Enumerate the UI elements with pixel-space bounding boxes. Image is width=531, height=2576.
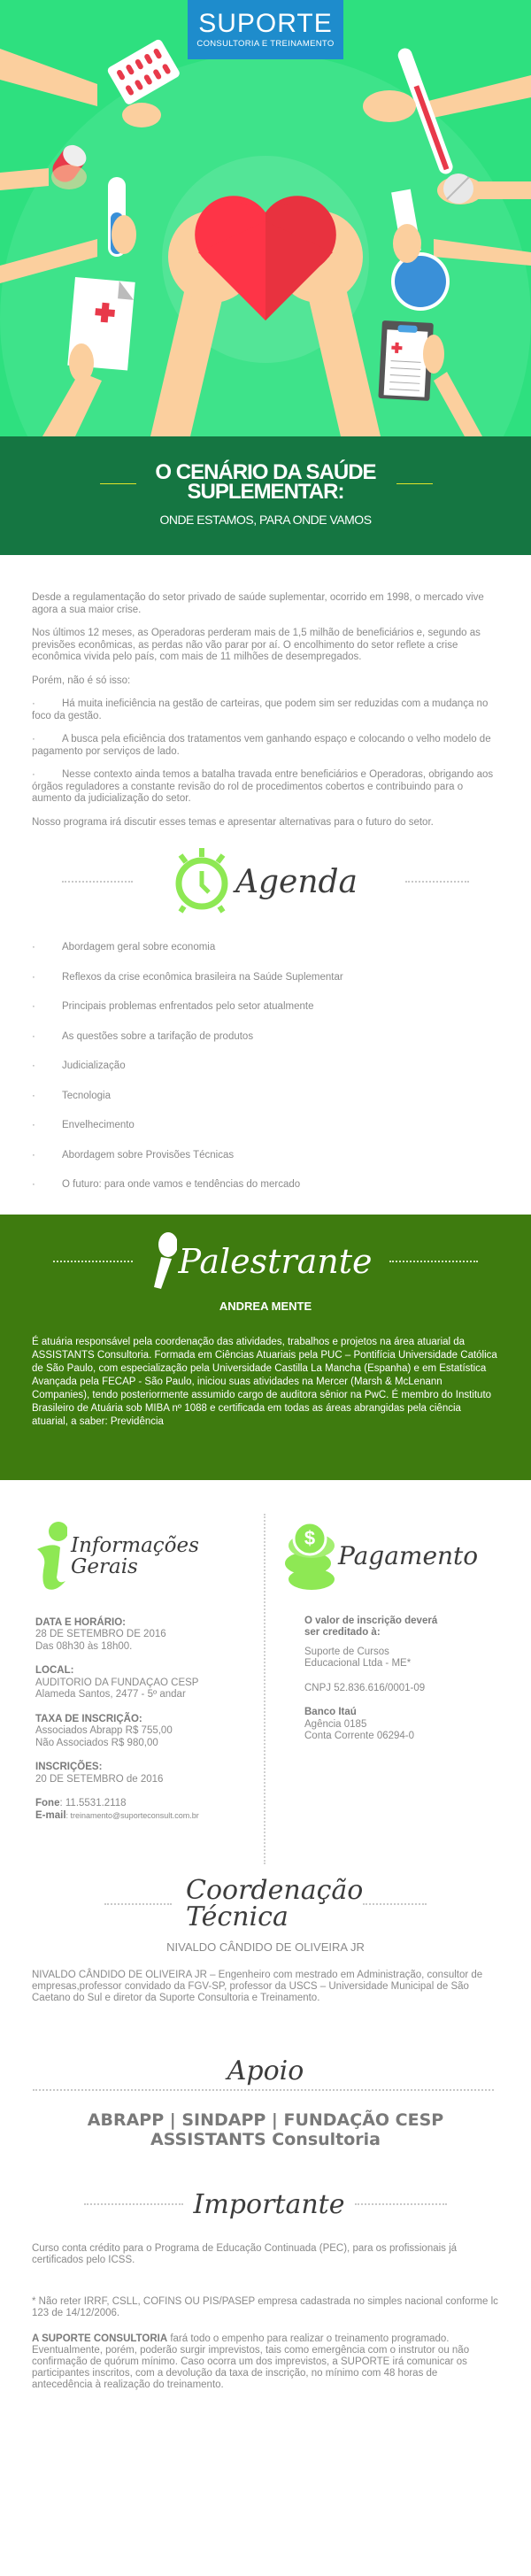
address-value: Alameda Santos, 2477 - 5º andar [35,1689,186,1700]
divider-dots [84,2203,183,2205]
agenda-item: · O futuro: para onde vamos e tendências do mercado [32,1179,301,1190]
general-info-column [0,1514,266,1865]
intro-paragraph: Desde a regulamentação do setor privado de saúde suplementar, ocorrido em 1998, o mercado vive agora a sua maior crise. [32,592,484,615]
fee-nonmembers: Não Associados R$ 980,00 [35,1737,158,1748]
title-accent-bar-left [100,483,136,484]
page-title-line2: SUPLEMENTAR: [187,480,344,504]
page-subtitle: ONDE ESTAMOS, PARA ONDE VAMOS [159,513,372,527]
logo-subtitle: CONSULTORIA E TREINAMENTO [196,39,335,49]
bank-account: Conta Corrente 06294-0 [304,1731,415,1741]
company-line2: Educacional Ltda - ME* [304,1658,412,1669]
page-title [0,436,531,502]
suporte-logo [188,0,343,59]
divider-dots [355,2203,447,2205]
company-block [304,1647,531,1670]
registration-label: INSCRIÇÕES: [35,1762,103,1772]
intro-bullet: · A busca pela eficiência dos tratamentos vem ganhando espaço e colocando o velho modelo de pagamento por serviços de lado. [32,734,491,757]
agenda-title: Agenda [235,863,358,900]
important-tax-note: * Não reter IRRF, CSLL, COFINS OU PIS/PASEP empresa cadastrada no simples nacional conforme lc 123 de 14/12/2006. [32,2296,498,2318]
info-header [35,1518,255,1594]
support-line1: ABRAPP | SINDAPP | FUNDAÇÃO CESP [87,2110,444,2130]
speaker-header [32,1232,499,1291]
important-disclaimer: A SUPORTE CONSULTORIA fará todo o empenho para realizar o treinamento programado. Eventualmente, porém, poderão surgir imprevistos, tais como emergência com o instrutor ou não confirmação de quórum mínimo. Caso ocorra um dos imprevistos, a SUPORTE irá comunicar os participantes inscritos, com a devolução da taxa de inscrição, no mínimo com 48 horas de antecedência à realização do treinamento. [32,2333,470,2390]
important-header [0,2185,531,2224]
fee-label: TAXA DE INSCRIÇÃO: [35,1713,142,1724]
divider-dots [363,1903,427,1905]
contact-block [35,1798,255,1864]
agenda-item: · Envelhecimento [32,1120,135,1130]
agenda-item: · Principais problemas enfrentados pelo setor atualmente [32,1001,314,1012]
coordination-title: Coordenação Técnica [186,1875,364,1932]
intro-paragraph: Porém, não é só isso: [32,675,131,686]
alarm-clock-icon [173,848,232,915]
agenda-item: · Abordagem sobre Provisões Técnicas [32,1149,235,1161]
speaker-name: ANDREA MENTE [219,1299,312,1313]
divider-dots [389,1261,478,1262]
title-band [0,436,531,555]
payment-intro: O valor de inscrição deverá ser creditado à: [304,1615,438,1638]
local-label: LOCAL: [35,1665,74,1676]
coordination-header [0,1864,531,1944]
important-title: Importante [193,2188,345,2220]
microphone-icon [150,1232,177,1291]
title-accent-bar-right [396,483,433,484]
logo-title: SUPORTE [198,9,333,38]
agenda-item: · Tecnologia [32,1090,111,1101]
agenda-item: · Judicialização [32,1060,126,1071]
registration-value: 20 DE SETEMBRO de 2016 [35,1773,164,1785]
time-value: Das 08h30 às 18h00. [35,1640,133,1652]
registration-block [35,1762,255,1785]
local-block [35,1665,255,1701]
divider-dots [53,1261,133,1262]
fee-block [35,1714,255,1750]
agenda-item: · Abordagem geral sobre economia [32,942,216,953]
important-section [0,2243,531,2444]
medical-illustration-icon [0,0,531,436]
agenda-item: · As questões sobre a tarifação de produtos [32,1030,254,1042]
coordinator-bio: NIVALDO CÂNDIDO DE OLIVEIRA JR – Engenheiro com mestrado em Administração, consultor de empresas,professor convidado da FGV-SP, professor da USCS – Universidade Municipal de São Caetano do Sul e diretor da Suporte Consultoria e Treinamento. [32,1970,483,2003]
divider-dots [104,1903,172,1905]
email-link[interactable]: : treinamento@suporteconsult.com.br [65,1810,199,1820]
agenda-header [0,841,531,922]
info-title: Informações Gerais [71,1533,199,1578]
intro-closing: Nosso programa irá discutir esses temas e apresentar alternativas para o futuro do setor. [32,816,434,828]
bank-block [304,1707,531,1743]
date-label: DATA E HORÁRIO: [35,1616,127,1628]
svg-text:$: $ [304,1526,316,1549]
info-payment-columns [0,1514,531,1865]
divider-dots [33,2089,494,2091]
phone-value[interactable]: : 11.5531.2118 [59,1798,127,1809]
coins-icon [283,1519,340,1593]
support-list [0,2110,531,2149]
local-value: AUDITORIO DA FUNDAÇAO CESP [35,1677,199,1688]
cnpj-value: CNPJ 52.836.616/0001-09 [304,1682,426,1693]
date-value: 28 DE SETEMBRO DE 2016 [35,1629,166,1639]
speaker-title: Palestrante [178,1241,373,1281]
bank-agency: Agência 0185 [304,1718,367,1730]
info-i-icon [35,1521,67,1592]
payment-header [283,1518,531,1594]
fee-members: Associados Abrapp R$ 755,00 [35,1725,173,1736]
hero-banner [0,0,531,436]
support-line2: ASSISTANTS Consultoria [150,2130,381,2149]
intro-bullet: · Há muita ineficiência na gestão de carteiras, que podem sim ser reduzidas com a mudança no foco da gestão. [32,698,489,721]
coordinator-name: NIVALDO CÂNDIDO DE OLIVEIRA JR [166,1940,365,1954]
payment-column [266,1514,531,1865]
important-pec-note: Curso conta crédito para o Programa de Educação Continuada (PEC), para os profissionais já certificados pelo ICSS. [32,2243,458,2265]
intro-bullet: · Nesse contexto ainda temos a batalha travada entre beneficiários e Operadoras, obrigando aos órgãos reguladores a constante revisão do rol de procedimentos cobertos e contribuindo para o aumento da judicialização do setor. [32,769,494,804]
page-title-line1: O CENÁRIO DA SAÚDE [155,460,376,484]
intro-section [0,555,531,829]
company-line1: Suporte de Cursos [304,1646,389,1657]
intro-paragraph: Nos últimos 12 meses, as Operadoras perderam mais de 1,5 milhão de beneficiários e, segundo as previsões econômicas, as perdas não vão parar por aí. O encolhimento do setor reflete a crise econômica vivida pelo país, com mais de 11 milhões de desempregados. [32,628,481,662]
agenda-item: · Reflexos da crise econômica brasileira na Saúde Suplementar [32,971,343,983]
divider-dots [62,881,133,883]
support-header [0,2055,531,2100]
phone-line: Fone: 11.5531.2118 [35,1798,127,1809]
email-line: E-mail: treinamento@suporteconsult.com.br [35,1809,199,1821]
agenda-list [0,942,531,1192]
speaker-bio: É atuária responsável pela coordenação das atividades, trabalhos e projetos na área atuarial da ASSISTANTS Consultoria. Formada em Ciências Atuariais pela PUC – Pontifícia Universidade Católica de São Paulo, com especialização pela Universidade Castilla La Mancha (Espanha) e em Estatística Avançada pela FECAP - São Paulo, iniciou suas atividades na Mercer (Marsh & McLenann Companies), tendo posteriormente assumido cargo de auditora sênior na PwC. É membro do Instituto Brasileiro de Atuária sob MIBA nº 1088 e certificada em todas as áreas abrangidas pela ciência atuarial, a saber: Previdência [32,1336,497,1427]
payment-title: Pagamento [338,1540,479,1570]
speaker-section [0,1215,531,1480]
divider-dots [405,881,469,883]
bank-name: Banco Itaú [304,1707,357,1717]
date-block [35,1617,255,1654]
support-title: Apoio [224,2055,308,2086]
